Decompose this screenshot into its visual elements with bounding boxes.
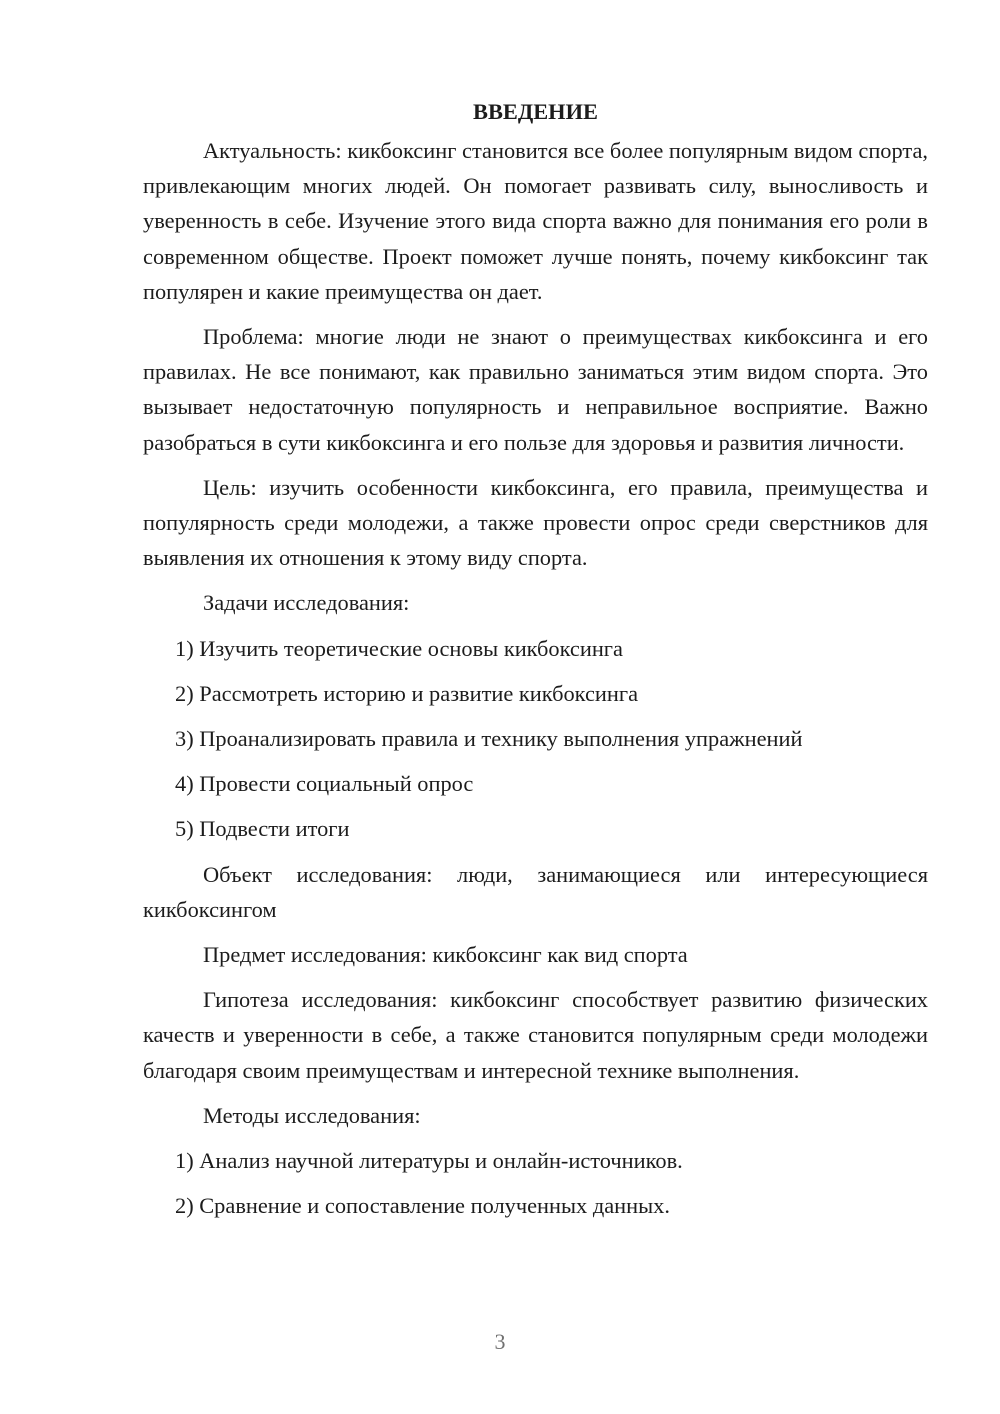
task-item: 4) Провести социальный опрос [175,771,474,797]
problem-paragraph: Проблема: многие люди не знают о преимуществах кикбоксинга и его правилах. Не все понимают, как правильно заниматься этим видом спорта. Это вызывает недостаточную популярность и неправильное восприятие. Важно разобраться в сути кикбоксинга и его пользе для здоровья и развития личности. [143,324,928,455]
object-paragraph: Объект исследования: люди, занимающиеся или интересующиеся кикбоксингом [143,861,928,922]
document-page [143,96,928,1233]
methods-heading: Методы исследования: [203,1102,421,1128]
method-item: 1) Анализ научной литературы и онлайн-источников. [175,1148,683,1174]
task-item: 1) Изучить теоретические основы кикбоксинга [175,635,623,661]
goal-paragraph: Цель: изучить особенности кикбоксинга, его правила, преимущества и популярность среди молодежи, а также провести опрос среди сверстников для выявления их отношения к этому виду спорта. [143,474,928,571]
subject-paragraph: Предмет исследования: кикбоксинг как вид спорта [203,942,688,968]
tasks-heading: Задачи исследования: [203,590,410,616]
hypothesis-paragraph: Гипотеза исследования: кикбоксинг способствует развитию физических качеств и уверенности в себе, а также становится популярным среди молодежи благодаря своим преимуществам и интересной технике выполнения. [143,987,928,1083]
task-item: 5) Подвести итоги [175,816,350,842]
method-item: 2) Сравнение и сопоставление полученных данных. [175,1193,670,1219]
section-title: ВВЕДЕНИЕ [473,99,598,124]
task-item: 3) Проанализировать правила и технику выполнения упражнений [175,726,803,752]
task-item: 2) Рассмотреть историю и развитие кикбоксинга [175,680,639,706]
page-number: 3 [494,1329,506,1354]
relevance-paragraph: Актуальность: кикбоксинг становится все более популярным видом спорта, привлекающим многих людей. Он помогает развивать силу, выносливость и уверенность в себе. Изучение этого вида спорта важно для понимания его роли в современном обществе. Проект поможет лучше понять, почему кикбоксинг так популярен и какие преимущества он дает. [143,138,928,304]
